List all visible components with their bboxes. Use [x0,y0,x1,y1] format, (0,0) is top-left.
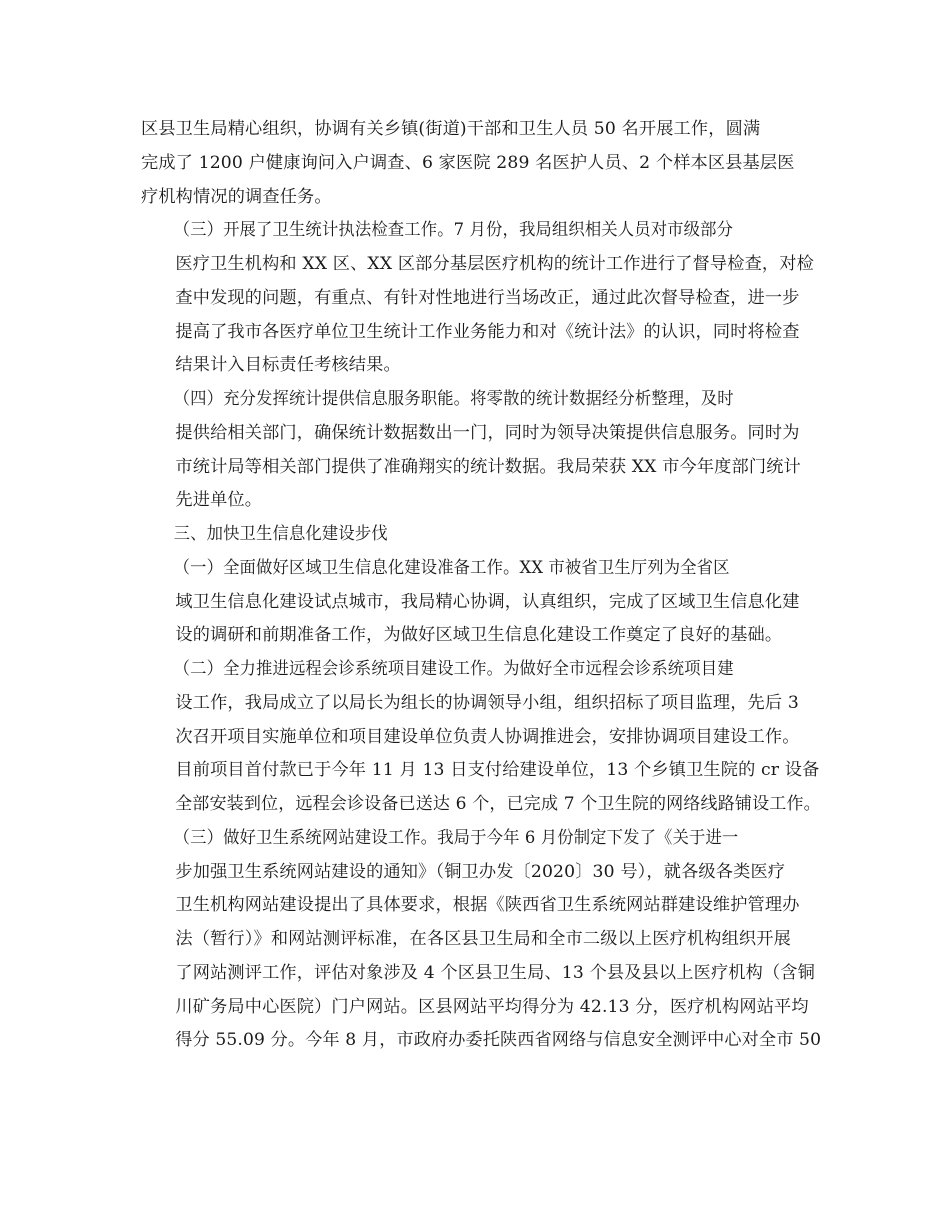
text-line: 次召开项目实施单位和项目建设单位负责人协调推进会，安排协调项目建设工作。 [175,726,800,747]
text-line: （二）全力推进远程会诊系统项目建设工作。为做好全市远程会诊系统项目建 [173,659,734,679]
paragraph [141,653,821,822]
paragraph [141,822,821,1058]
paragraph [141,518,821,552]
text-line: 结果计入目标责任考核结果。 [175,355,401,376]
text-line: 提供给相关部门，确保统计数据数出一门，同时为领导决策提供信息服务。同时为 [175,422,800,443]
text-line: 市统计局等相关部门提供了准确翔实的统计数据。我局荣获 XX 市今年度部门统计 [175,456,801,477]
text-line: 区县卫生局精心组织，协调有关乡镇(街道)干部和卫生人员 50 名开展工作，圆满 [141,119,761,139]
text-line: （三）做好卫生系统网站建设工作。我局于今年 6 月份制定下发了《关于进一 [173,827,739,848]
text-line: 设工作，我局成立了以局长为组长的协调领导小组，组织招标了项目监理，先后 3 [175,692,799,713]
text-line: 域卫生信息化建设试点城市，我局精心协调，认真组织，完成了区域卫生信息化建 [175,591,800,612]
text-line: 目前项目首付款已于今年 11 月 13 日支付给建设单位，13 个乡镇卫生院的 cr 设备 [175,760,820,781]
paragraph [141,552,821,653]
text-line: 了网站测评工作，评估对象涉及 4 个区县卫生局、13 个县及县以上医疗机构（含铜 [175,962,815,983]
text-line: 医疗卫生机构和 XX 区、XX 区部分基层医疗机构的统计工作进行了督导检查，对检 [175,254,814,274]
document-body [141,113,821,1058]
text-line: （一）全面做好区域卫生信息化建设准备工作。XX 市被省卫生厅列为全省区 [173,557,730,578]
text-line: 查中发现的问题，有重点、有针对性地进行当场改正，通过此次督导检查，进一步 [175,287,800,308]
text-line: 卫生机构网站建设提出了具体要求，根据《陕西省卫生系统网站群建设维护管理办 [175,895,800,916]
text-line: 提高了我市各医疗单位卫生统计工作业务能力和对《统计法》的认识，同时将检查 [175,321,800,342]
text-line: 得分 55.09 分。今年 8 月，市政府办委托陕西省网络与信息安全测评中心对全市 50 [175,1030,822,1051]
text-line: （四）充分发挥统计提供信息服务职能。将零散的统计数据经分析整理，及时 [173,389,734,409]
paragraph [141,383,821,518]
text-line: 步加强卫生系统网站建设的通知》（铜卫办发〔2020〕30 号），就各级各类医疗 [175,861,786,882]
text-line: 川矿务局中心医院）门户网站。区县网站平均得分为 42.13 分，医疗机构网站平均 [175,996,809,1017]
text-line: （三）开展了卫生统计执法检查工作。7 月份，我局组织相关人员对市级部分 [173,220,734,241]
paragraph [141,113,821,214]
text-line: 法（暂行）》和网站测评标准，在各区县卫生局和全市二级以上医疗机构组织开展 [175,929,791,949]
text-line: 全部安装到位，远程会诊设备已送达 6 个，已完成 7 个卫生院的网络线路铺设工作。 [175,794,821,814]
text-line: 设的调研和前期准备工作，为做好区域卫生信息化建设工作奠定了良好的基础。 [175,625,783,646]
text-line: 先进单位。 [175,490,263,511]
text-line: 完成了 1200 户健康询问入户调查、6 家医院 289 名医护人员、2 个样本区县基层医 [141,152,795,173]
text-line: 疗机构情况的调查任务。 [141,186,332,207]
text-line: 三、加快卫生信息化建设步伐 [173,524,388,544]
paragraph [141,214,821,383]
